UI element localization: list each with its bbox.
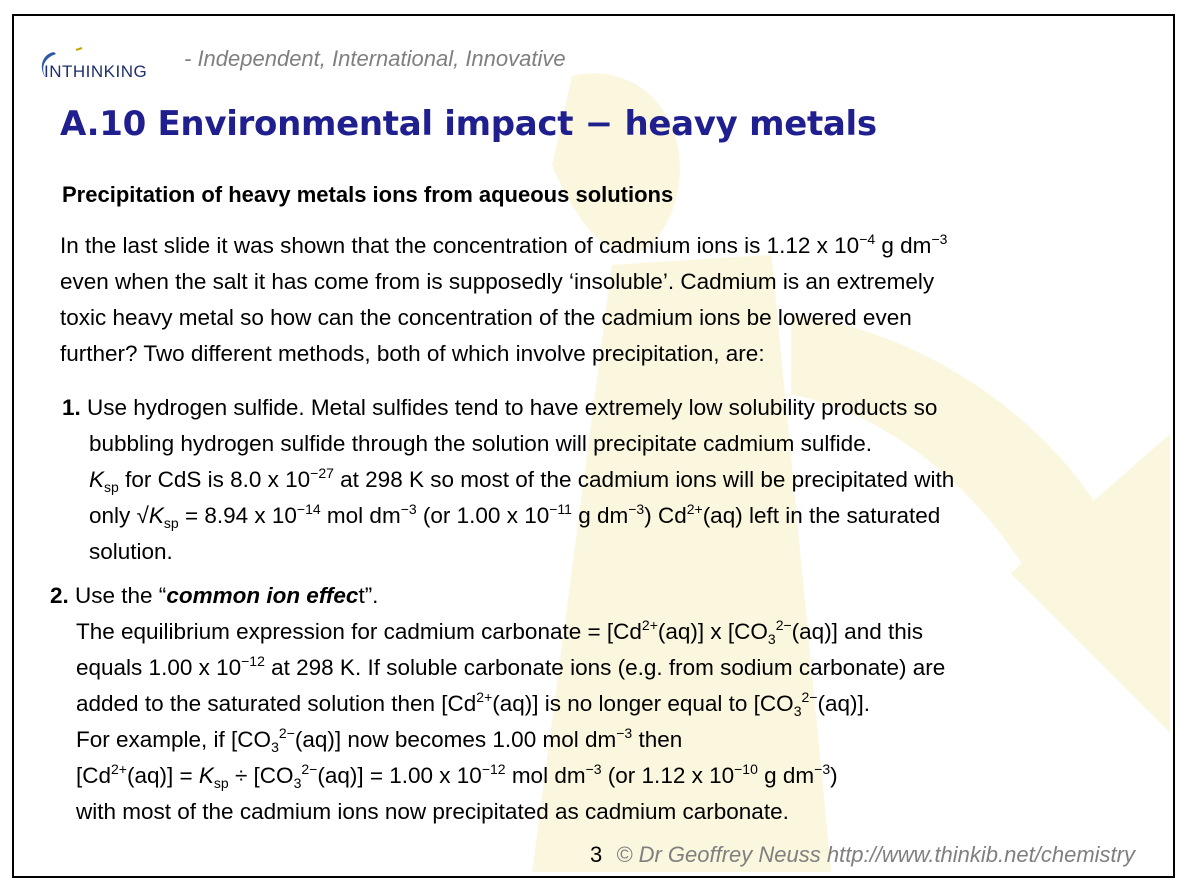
tagline: - Independent, International, Innovative bbox=[184, 46, 566, 71]
intro-paragraph: In the last slide it was shown that the concentration of cadmium ions is 1.12 x $10^{-4}$ g $dm^{-3}$ even when the salt it has come from is supposedly ‘insoluble’. Cadmium is an extremely toxic heavy metal so how can the concentration of the cadmium ions be lowered even further? Two different methods, both of which involve precipitation, are: bbox=[60, 231, 948, 366]
method-2: 2. Use the “common ion effect”. The equilibrium expression for cadmium carbonate = $[Cd^{2+}(aq)]$ x $[CO_3^{2-}(aq)]$ and this equals 1.00 x $10^{-12}$ at 298 K. If soluble carbonate ions (e.g. from sodium carbonate) are added to the saturated solution then $[Cd^{2+}(aq)]$ is no longer equal to $[CO_3^{2-}(aq)]$. For example, if $[CO_3^{2-}(aq)]$ now becomes 1.00 mol $dm^{-3}$ then $[Cd^{2+}(aq)] = K_{sp} \div [CO_3^{2-}(aq)] = 1.00$ x $10^{-12}$ mol $dm^{-3}$ (or 1.12 x $10^{-10}$ g $dm^{-3}$) with most of the cadmium ions now precipitated as cadmium carbonate. bbox=[50, 583, 946, 824]
slide bbox=[12, 14, 1175, 878]
page-number: 3 bbox=[590, 842, 603, 867]
inthinking-logo bbox=[36, 46, 186, 86]
slide-title: A.10 Environmental impact − heavy metals bbox=[60, 104, 877, 144]
footer-credit: © Dr Geoffrey Neuss http://www.thinkib.net/chemistry bbox=[616, 842, 1135, 867]
section-heading: Precipitation of heavy metals ions from aqueous solutions bbox=[62, 182, 674, 207]
logo-text: INTHINKING bbox=[44, 62, 148, 81]
method-1: 1. Use hydrogen sulfide. Metal sulfides tend to have extremely low solubility products so bubbling hydrogen sulfide through the solution will precipitate cadmium sulfide. $K_{sp}$ for CdS is 8.0 x $10^{-27}$ at 298 K so most of the cadmium ions will be precipitated with only $√K_{sp} = 8.94$ x $10^{-14}$ mol $dm^{-3}$ (or 1.00 x $10^{-11}$ g $dm^{-3}$) $Cd^{2+}(aq)$ left in the saturated solution. bbox=[62, 395, 955, 564]
footer bbox=[590, 842, 1135, 868]
